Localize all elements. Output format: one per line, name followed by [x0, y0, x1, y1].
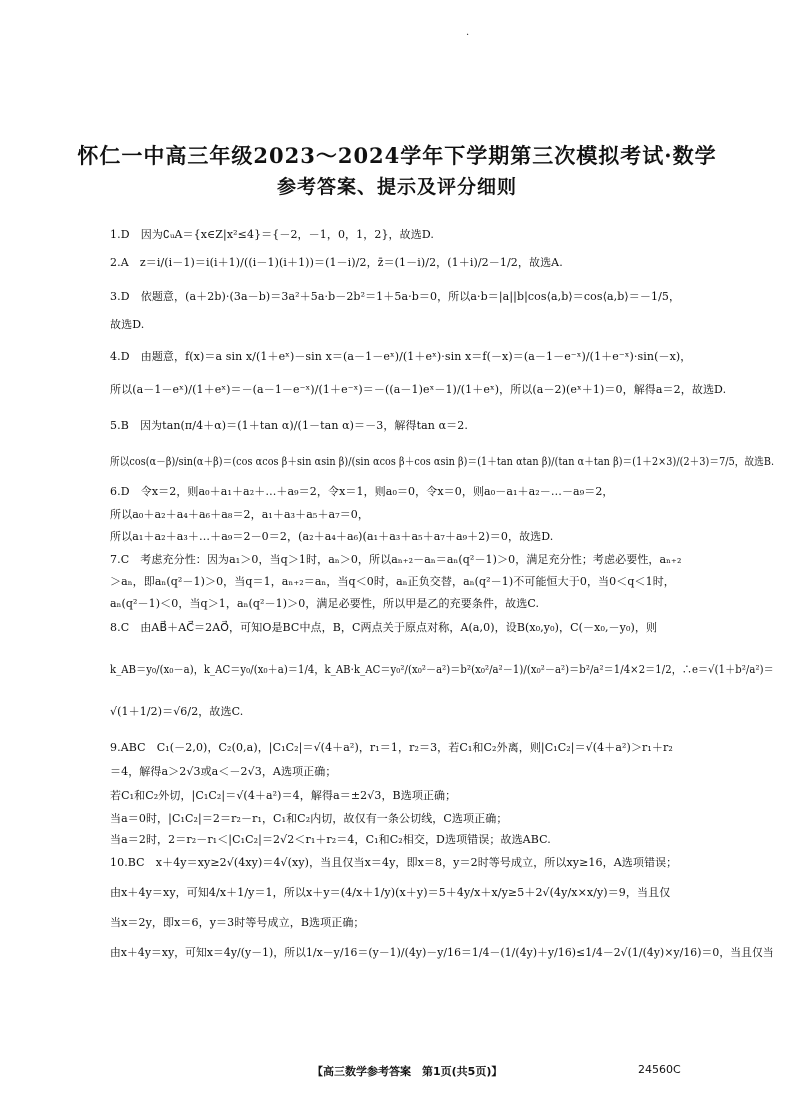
answer-line-10c: 当x＝2y，即x＝6，y＝3时等号成立，B选项正确； [110, 916, 365, 929]
answer-line-9b: ＝4，解得a＞2√3或a＜－2√3，A选项正确； [110, 765, 337, 778]
answer-line-6c: 所以a₁＋a₂＋a₃＋…＋a₉＝2－0＝2，(a₂＋a₄＋a₆)(a₁＋a₃＋a₅＋a₇＋a₉＋2)＝0，故选D. [110, 530, 554, 543]
answer-line-5b: 所以cos(α－β)/sin(α＋β)＝(cos αcos β＋sin αsin β)/(sin αcos β＋cos αsin β)＝(1＋tan αtan β)/(tan α＋tan β)＝(1＋2×3)/(2＋3)＝7/5，故选B. [110, 455, 775, 468]
answer-line-2: 2.A z＝i/(i－1)＝i(i＋1)/((i－1)(i＋1))＝(1－i)/2，z̄＝(1－i)/2，(1＋i)/2－1/2，故选A. [110, 256, 563, 269]
answer-line-4: 4.D 由题意，f(x)＝a sin x/(1＋eˣ)－sin x＝(a－1－eˣ)/(1＋eˣ)·sin x＝f(－x)＝(a－1－e⁻ˣ)/(1＋e⁻ˣ)·sin(－x)， [110, 350, 692, 363]
answer-line-10: 10.BC x＋4y＝xy≥2√(4xy)＝4√(xy)，当且仅当x＝4y，即x＝8，y＝2时等号成立，所以xy≥16，A选项错误； [110, 856, 678, 869]
answer-line-8: 8.C 由AB⃗＋AC⃗＝2AO⃗，可知O是BC中点，B，C两点关于原点对称，A(a,0)，设B(x₀,y₀)，C(－x₀,－y₀)，则 [110, 621, 658, 634]
answer-line-7c: aₙ(q²－1)＜0，当q＞1，aₙ(q²－1)＞0，满足必要性，所以甲是乙的充要条件，故选C. [110, 597, 540, 610]
answer-line-7b: ＞aₙ，即aₙ(q²－1)＞0，当q＝1，aₙ₊₂＝aₙ，当q＜0时，aₙ正负交替，aₙ(q²－1)不可能恒大于0，当0＜q＜1时， [110, 575, 675, 588]
answer-line-9c: 若C₁和C₂外切，|C₁C₂|＝√(4＋a²)＝4，解得a＝±2√3，B选项正确； [110, 789, 457, 802]
page-subtitle: 参考答案、提示及评分细则 [276, 176, 517, 198]
answer-line-3: 3.D 依题意，(a＋2b)·(3a－b)＝3a²＋5a·b－2b²＝1＋5a·b＝0，所以a·b＝|a||b|cos⟨a,b⟩＝cos⟨a,b⟩＝－1/5， [110, 290, 681, 303]
answer-line-4b: 所以(a－1－eˣ)/(1＋eˣ)＝－(a－1－e⁻ˣ)/(1＋e⁻ˣ)＝－((a－1)eˣ－1)/(1＋eˣ)，所以(a－2)(eˣ＋1)＝0，解得a＝2，故选D. [110, 383, 727, 396]
answer-line-10b: 由x＋4y＝xy，可知4/x＋1/y＝1，所以x＋y＝(4/x＋1/y)(x＋y)＝5＋4y/x＋x/y≥5＋2√(4y/x×x/y)＝9，当且仅 [110, 886, 671, 899]
answer-line-10d: 由x＋4y＝xy，可知x＝4y/(y－1)，所以1/x－y/16＝(y－1)/(4y)－y/16＝1/4－(1/(4y)＋y/16)≤1/4－2√(1/(4y)×y/16)＝0，当且仅当 [110, 946, 774, 959]
answer-line-3b: 故选D. [110, 318, 145, 331]
answer-line-9: 9.ABC C₁(－2,0)，C₂(0,a)，|C₁C₂|＝√(4＋a²)，r₁＝1，r₂＝3，若C₁和C₂外离，则|C₁C₂|＝√(4＋a²)＞r₁＋r₂ [110, 741, 673, 754]
top-dot: · [466, 30, 470, 41]
answer-line-9e: 当a＝2时，2＝r₂－r₁＜|C₁C₂|＝2√2＜r₁＋r₂＝4，C₁和C₂相交，D选项错误；故选ABC. [110, 833, 551, 846]
answer-line-1: 1.D 因为∁ᵤA＝{x∈Z|x²≤4}＝{－2，－1，0，1，2}，故选D. [110, 228, 434, 241]
answer-line-8c: √(1＋1/2)＝√6/2，故选C. [110, 705, 244, 718]
answer-line-6b: 所以a₀＋a₂＋a₄＋a₆＋a₈＝2，a₁＋a₃＋a₅＋a₇＝0， [110, 508, 370, 521]
answer-line-6: 6.D 令x＝2，则a₀＋a₁＋a₂＋…＋a₉＝2，令x＝1，则a₀＝0，令x＝0，则a₀－a₁＋a₂－…－a₉＝2， [110, 485, 614, 498]
answer-line-7: 7.C 考虑充分性：因为a₁＞0，当q＞1时，aₙ＞0，所以aₙ₊₂－aₙ＝aₙ(q²－1)＞0，满足充分性；考虑必要性，aₙ₊₂ [110, 553, 682, 566]
document-code: 24560C [638, 1063, 681, 1076]
page-footer: 【高三数学参考答案 第1页(共5页)】 [312, 1065, 503, 1078]
answer-line-9d: 当a＝0时，|C₁C₂|＝2＝r₂－r₁，C₁和C₂内切，故仅有一条公切线，C选项正确； [110, 812, 508, 825]
page-title: 怀仁一中高三年级2023～2024学年下学期第三次模拟考试·数学 [77, 143, 717, 168]
answer-line-5: 5.B 因为tan(π/4＋α)＝(1＋tan α)/(1－tan α)＝－3，解得tan α＝2. [110, 419, 468, 432]
answer-line-8b: k_AB＝y₀/(x₀－a)，k_AC＝y₀/(x₀＋a)＝1/4，k_AB·k_AC＝y₀²/(x₀²－a²)＝b²(x₀²/a²－1)/(x₀²－a²)＝b²/a²＝1/4×2＝1/2，∴e＝√(1＋b²/a²)＝ [110, 663, 774, 676]
